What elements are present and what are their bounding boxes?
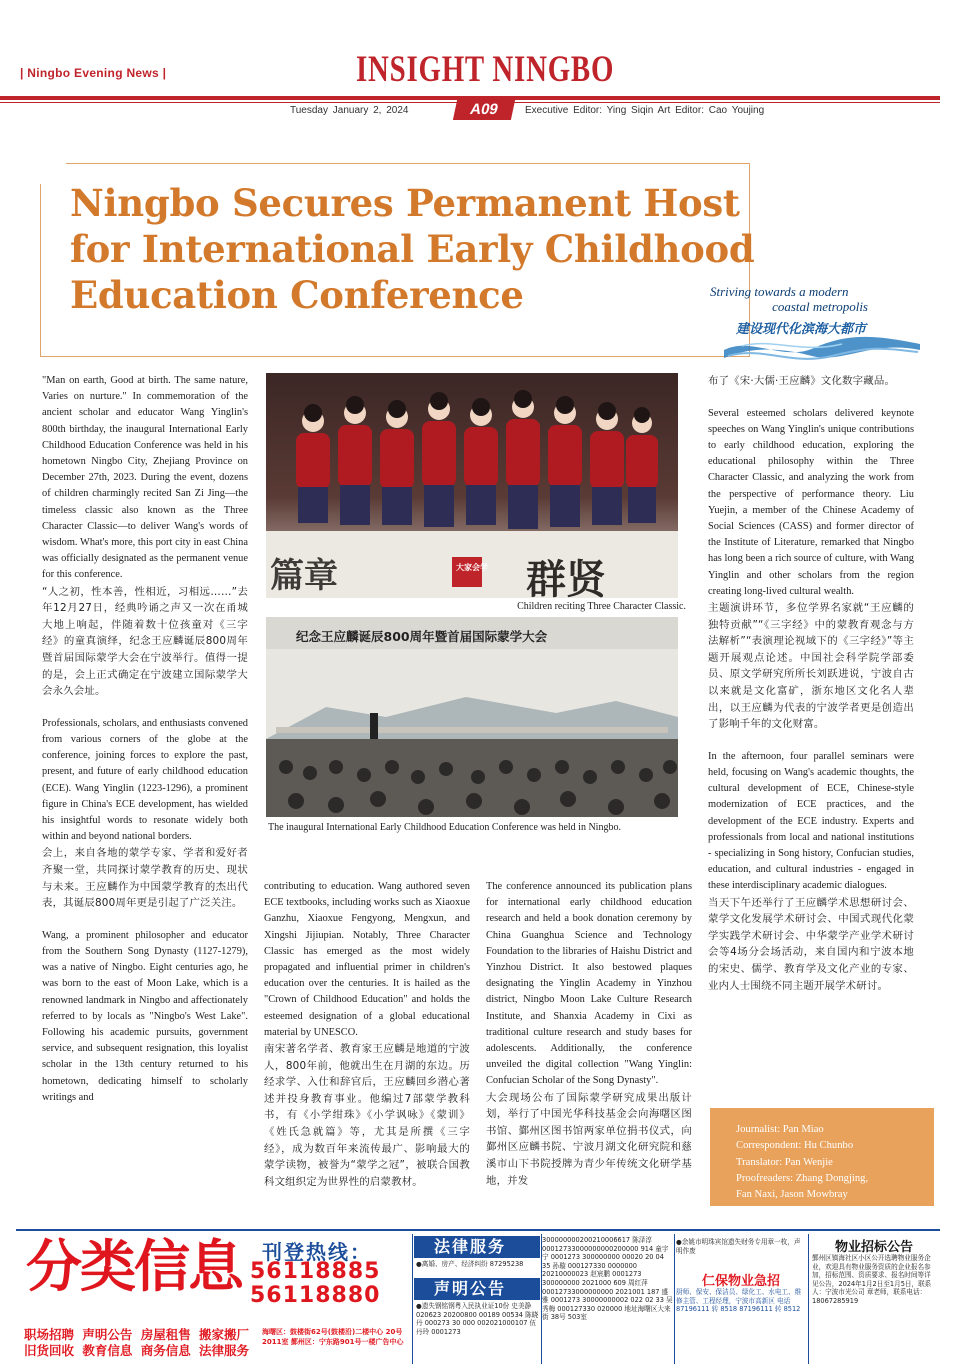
credit-proofreaders: Proofreaders: Zhang Dongjing,: [736, 1172, 869, 1184]
ad-categories-row-1: 职场招聘 声明公告 房屋租售 搬家搬厂: [24, 1327, 250, 1342]
slogan-line-2: coastal metropolis: [772, 299, 868, 314]
paragraph: Professionals, scholars, and enthusiasts convened from various corners of the globe at the conference, joining forces to explore the past, present, and future of early childhood education (ECE). Wang Yinglin (1223-1296), a prominent figure in China's ECE development, has wielded his insightful words to resonate widely both within and beyond national borders.: [42, 717, 248, 843]
paragraph-cn: 大会现场公布了国际蒙学研究成果出版计划，举行了中国光华科技基金会向海曙区图书馆、鄞州区图书馆两家单位捐书仪式，向鄞州区应麟书院、宁波月湖文化研究院和慈溪市山下书院授牌为青少年传统文化研学基地，并发: [486, 1091, 692, 1187]
hotline-label: 刊登热线：: [262, 1240, 372, 1264]
hall-banner-text: 纪念王应麟诞辰800周年暨首届国际蒙学大会: [296, 629, 548, 644]
slogan-line-1: Striving towards a modern: [710, 284, 849, 299]
classified-title: 分类信息: [26, 1235, 242, 1300]
credit-correspondent: Correspondent: Hu Chunbo: [736, 1140, 854, 1152]
ad-office-address: 海曙区：鼓楼街62号(鼓楼沿)二楼中心 20号2011室 鄞州区：宁东路901号一楼广告中心: [262, 1328, 404, 1346]
conference-hall-photo: [266, 617, 678, 817]
article-column-2: [264, 879, 470, 1190]
ads-divider: [16, 1229, 940, 1231]
property-hiring-text: 厨师、保安、保洁员、绿化工、水电工、维修主管、工程经理，宁波市高新区 电话 87196111 转 8518 87196111 转 8512: [676, 1288, 802, 1314]
stage-text-1: 篇章: [270, 556, 338, 596]
legal-service-header: 法律服务: [414, 1236, 540, 1258]
slogan-english: [710, 284, 868, 314]
paragraph: "Man on earth, Good at birth. The same nature, Varies on nurture." In commemoration of the ancient scholar and educator Wang Yinglin's 800th birthday, the inaugural International Early Childhood Education Conference was held in his hometown Ningbo City, Zhejiang Province on December 27th, 2023. During the event, dozens of children charmingly recited San Zi Jing—the timeless classic also known as the Three Character Classic—to deliver Wang's words of wisdom. What's more, this port city in east China was officially designated as the permanent venue for this conference.: [42, 375, 248, 581]
page-number: A09: [453, 100, 515, 120]
issue-date: Tuesday January 2, 2024: [290, 105, 409, 116]
article-column-3: [486, 879, 692, 1189]
property-hiring-title: 仁保物业急招: [701, 1274, 780, 1289]
paragraph: In the afternoon, four parallel seminars were held, focusing on Wang's academic thoughts, the cultural development of ECE, Chinese-style modernization of ECE practices, and the development of the ECE industry. Experts and professionals from local and national institutions - specializing in Song history, Confucian studies, education, and cultural industries - engaged in these interdisciplinary academic dialogues.: [708, 750, 914, 892]
slogan-chinese: 建设现代化滨海大都市: [736, 322, 867, 337]
children-reciting-photo: [266, 373, 678, 598]
photo-caption-1: Children reciting Three Character Classic.: [517, 601, 686, 612]
statement-header: 声明公告: [414, 1278, 540, 1300]
property-note: ●余姚市明珠宾馆遗失财务专用章一枚，声明作废: [676, 1238, 801, 1255]
newspaper-name: | Ningbo Evening News |: [20, 66, 167, 80]
tender-notice-title: 物业招标公告: [834, 1240, 913, 1255]
paragraph: Wang, a prominent philosopher and educator from the Southern Song Dynasty (1127-1279), was a native of Ningbo. Eight centuries ago, he was born to the east of Moon Lake, which is a renowned landmark in Ningbo and affectionately referred to by locals as "Ningbo's West Lake". Following his academic pursuits, government service, and subsequent resignation, this loyalist scholar in the 13th century returned to his hometown, dedicating himself to scholarly writings and: [42, 929, 248, 1103]
statement-text: ●遗失钢铭钢粤入民执业证10份 史美静 020623 20200800 00189 00534 陈晓丹 000273 30 000 002021000107 伍丹玲 0001273: [416, 1302, 539, 1336]
legal-service-text: ●离婚、房产、经济纠纷 87295238: [416, 1260, 524, 1268]
credits-box: [710, 1108, 934, 1206]
wave-logo-icon: [722, 332, 922, 364]
hotline-number-1: 56118885: [250, 1259, 381, 1284]
stage-text-2: 群贤: [526, 557, 606, 598]
ad-categories-row-2: 旧货回收 教育信息 商务信息 法律服务: [24, 1343, 250, 1358]
lost-notices-list: 300000000200210006617 陈泽淳 00012733000000000200000 914 童宇宁 0001273 300000000 00020 20 04 35 孙璇 000127330 0000000 20210000023 赵宸鹏 0001273 300000000 2021000 609 周红萍 00012733000000000 2021001 187 盛雅 0001273 30000000002 022 02 33 吴秀梅 000127330 020000 地址海曙区大来街 38号 503室: [542, 1236, 673, 1322]
paragraph-cn: “人之初，性本善，性相近，习相远……”去年12月27日，经典吟诵之声又一次在甬城大地上响起，伴随着数十位孩童对《三字经》的童真演绎，纪念王应麟诞辰800周年暨首届国际蒙学大会在宁波举行。值得一提的是，会上正式确定在宁波建立国际蒙学大会永久会址。: [42, 585, 248, 698]
credit-journalist: Journalist: Pan Miao: [736, 1124, 824, 1135]
paragraph: Several esteemed scholars delivered keynote speeches on Wang Yinglin's unique contributions to early childhood education, exploring the educational philosophy within the Three Character Classic, and analyzing the work from the perspective of performance theory. Liu Yuejin, a member of the Chinese Academy of Social Sciences (CASS) and former director of the Institute of Literature, remarked that Ningbo has long been a rich source of culture, with Wang Yinglin and other scholars from the region creating long-lived cultural wealth.: [708, 407, 914, 597]
paragraph: The conference announced its publication plans for international early childhood education research and held a book donation ceremony by China Guanghua Science and Technology Foundation to the libraries of Haishu District and Yinzhou District. It also bestowed plaques designating the Yinglin Academy in Yinzhou district, Ningbo Moon Lake Culture Research Institute, and Shanxia Academy in Cixi as traditional culture research and study bases for adolescents. Additionally, the conference unveiled the digital collection "Wang Yinglin: Confucian Scholar of the Song Dynasty".: [486, 881, 692, 1087]
credit-proofreaders-2: Fan Naxi, Jason Mowbray: [736, 1189, 848, 1201]
paragraph: contributing to education. Wang authored seven ECE textbooks, including works such as Xiaoxue Ganzhu, Xiaoxue Fengyong, Mengxun, and Xingshi Jijiupian. Notably, Three Character Classic has emerged as the most widely propagated and influential primer in children's education over the centuries. It is hailed as the "Crown of Childhood Education" and holds the esteemed designation of a global educational material by UNESCO.: [264, 881, 470, 1038]
stage-badge-text: 大家会学: [456, 563, 488, 572]
tender-notice-text: 鄞州区镇海社区小区公开选聘物业服务企业，欢迎具有物业服务资质的企业报名参加，招标范围、资质要求、报名时间等详见公告，2024年1月2日至1月5日，联系人：宁波市光公司 章老师，联系电话：18067285919: [812, 1254, 932, 1305]
headline: Ningbo Secures Permanent Host for International Early Childhood Education Conference: [70, 181, 755, 317]
ad-categories: [24, 1327, 249, 1359]
article-column-1: [42, 373, 248, 1106]
paragraph-cn: 布了《宋·大儒·王应麟》文化数字藏品。: [708, 375, 896, 387]
paragraph-cn: 南宋著名学者、教育家王应麟是地道的宁波人，800年前，他就出生在月湖的东边。历经求学、入仕和辞官后，王应麟回乡潜心著述并投身教育事业。他编过7部蒙学教科书，有《小学绀珠》《小学讽咏》《蒙训》《姓氏急就篇》等，尤其是所撰《三字经》，成为数百年来流传最广、影响最大的蒙学读物，被誉为“蒙学之冠”，被联合国教科文组织定为世界性的启蒙教材。: [264, 1043, 470, 1188]
hotline-number-2: 56118880: [250, 1283, 381, 1308]
paragraph-cn: 主题演讲环节，多位学界名家就“王应麟的独特贡献”“《三字经》中的蒙教育观念与方法解析”“表演理论视域下的《三字经》”等主题开展观点论述。中国社会科学院学部委员、原文学研究所所长刘跃进说，宁波自古以来就是文化富矿，浙东地区文化名人辈出，以王应麟为代表的宁波学者更是创造出了影响千年的文化财富。: [708, 602, 914, 731]
section-title: INSIGHT NINGBO: [356, 49, 615, 90]
photo-caption-2: The inaugural International Early Childhood Education Conference was held in Ningbo.: [268, 822, 621, 833]
credit-translator: Translator: Pan Wenjie: [736, 1156, 833, 1168]
editors-line: Executive Editor: Ying Siqin Art Editor: Cao Youjing: [525, 105, 765, 116]
stage-badge: [452, 557, 482, 587]
paragraph-cn: 会上，来自各地的蒙学专家、学者和爱好者齐聚一堂，共同探讨蒙学教育的历史、现状与未来。王应麟作为中国蒙学教育的杰出代表，其诞辰800周年更是引起了广泛关注。: [42, 847, 248, 910]
article-column-4: [708, 373, 914, 994]
paragraph-cn: 当天下午还举行了王应麟学术思想研讨会、蒙学文化发展学术研讨会、中国式现代化蒙学实践学术研讨会、中华蒙学产业学术研讨会等4场分会场活动，来自国内和宁波本地的宋史、儒学、教育学及文化产业的专家、业内人士围绕不同主题开展学术研讨。: [708, 896, 914, 992]
